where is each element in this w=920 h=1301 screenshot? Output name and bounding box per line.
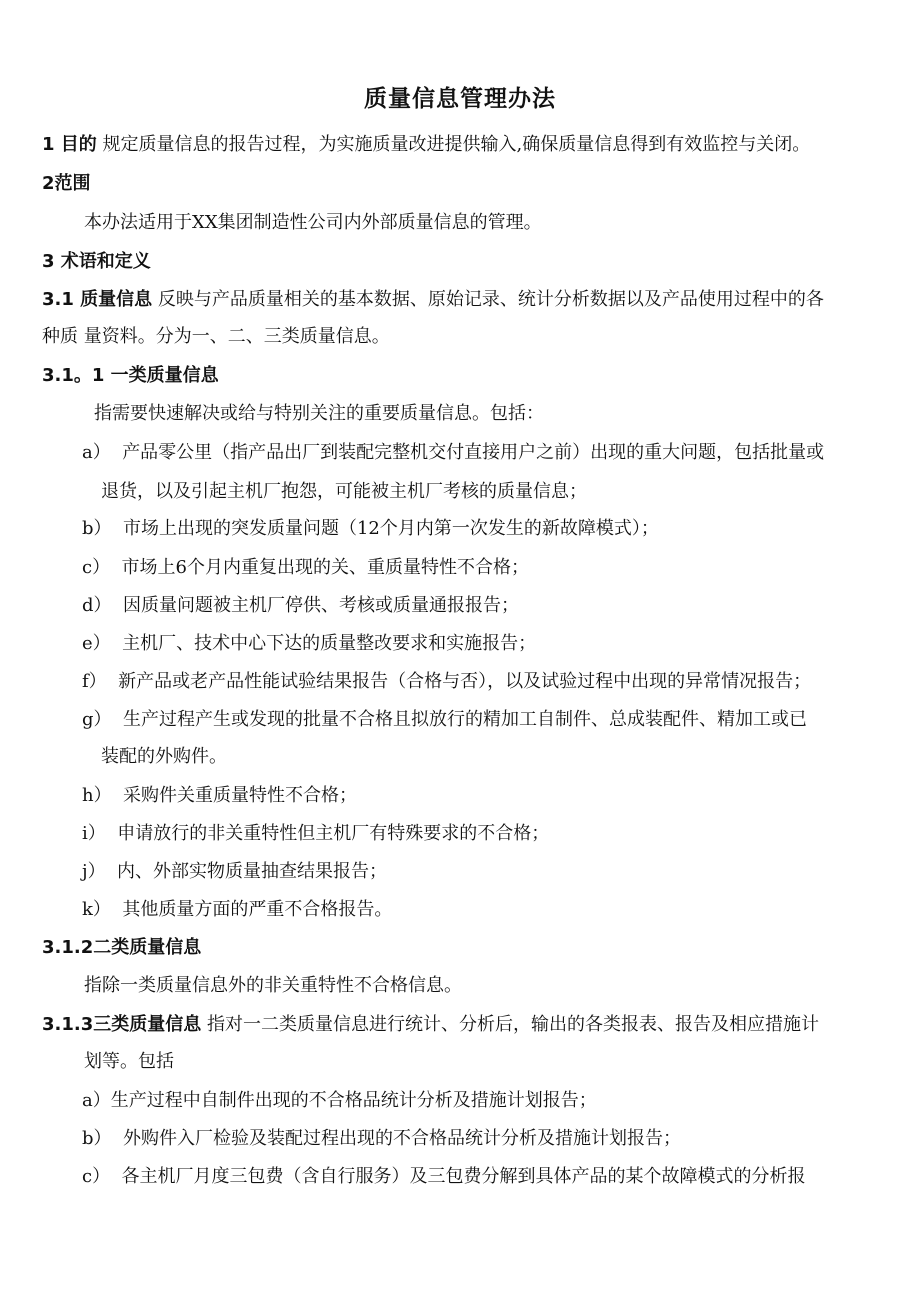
- list-item-text: 新产品或老产品性能试验结果报告（合格与否），以及试验过程中出现的异常情况报告；: [118, 671, 812, 692]
- list-item-mark: b）: [82, 518, 112, 539]
- list-item-text-cont: 退货，以及引起主机厂抱怨，可能被主机厂考核的质量信息；: [101, 481, 587, 502]
- section-scope-label: 2范围: [42, 173, 91, 194]
- section-purpose-text: 规定质量信息的报告过程，为实施质量改进提供输入,确保质量信息得到有效监控与关闭。: [96, 134, 811, 155]
- document-title: 质量信息管理办法: [364, 86, 556, 112]
- list-item: [82, 822, 549, 846]
- list-item: [82, 860, 387, 884]
- list-item-mark: c）: [82, 557, 111, 578]
- section-3-1-1-intro: 指需要快速解决或给与特别关注的重要质量信息。包括：: [94, 403, 544, 424]
- list-item: [82, 556, 529, 580]
- section-scope-text: 本办法适用于XX集团制造性公司内外部质量信息的管理。: [84, 212, 542, 233]
- section-3-1-3-text-1: 指对一二类质量信息进行统计、分析后，输出的各类报表、报告及相应措施计: [201, 1014, 819, 1035]
- list-item: [82, 632, 536, 656]
- list-item: [82, 1165, 806, 1189]
- section-3-1: [42, 288, 824, 312]
- list-item: [82, 1089, 597, 1113]
- list-item: [82, 517, 659, 541]
- list-item: [82, 708, 807, 732]
- list-item-text: 采购件关重质量特性不合格；: [123, 785, 358, 806]
- list-item-text: 外购件入厂检验及装配过程出现的不合格品统计分析及措施计划报告；: [122, 1128, 681, 1149]
- list-item-mark: j）: [82, 861, 106, 882]
- list-item: [82, 594, 519, 618]
- list-item-text: 申请放行的非关重特性但主机厂有特殊要求的不合格；: [117, 823, 550, 844]
- list-item-text: 主机厂、技术中心下达的质量整改要求和实施报告；: [122, 633, 537, 654]
- section-purpose-label: 1 目的: [42, 134, 97, 155]
- list-item-mark: c）: [82, 1166, 111, 1187]
- list-item-mark: a）: [82, 1090, 111, 1111]
- list-item-text: 因质量问题被主机厂停供、考核或质量通报报告；: [122, 595, 519, 616]
- list-item-mark: e）: [82, 633, 111, 654]
- list-item-mark: h）: [82, 785, 112, 806]
- list-item-mark: a）: [82, 442, 111, 463]
- list-item-mark: b）: [82, 1128, 112, 1149]
- list-item: [82, 441, 824, 465]
- list-item-text: 产品零公里（指产品出厂到装配完整机交付直接用户之前）出现的重大问题，包括批量或: [122, 442, 825, 463]
- section-3-1-text-2: 种质 量资料。分为一、二、三类质量信息。: [42, 326, 390, 347]
- list-item-text: 内、外部实物质量抽查结果报告；: [117, 861, 388, 882]
- list-item-mark: f）: [82, 671, 107, 692]
- list-item-text: 其他质量方面的严重不合格报告。: [122, 899, 393, 920]
- list-item-text-cont: 装配的外购件。: [101, 746, 227, 767]
- list-item-text: 生产过程中自制件出现的不合格品统计分析及措施计划报告；: [110, 1090, 597, 1111]
- section-purpose: [42, 133, 810, 157]
- list-item-mark: i）: [82, 823, 106, 844]
- section-3-1-3-text-2: 划等。包括: [84, 1051, 174, 1072]
- list-item: [82, 898, 392, 922]
- list-item-mark: d）: [82, 595, 112, 616]
- section-3-1-3-label: 3.1.3三类质量信息: [42, 1014, 202, 1035]
- list-item-mark: k）: [82, 899, 111, 920]
- list-item-text: 各主机厂月度三包费（含自行服务）及三包费分解到具体产品的某个故障模式的分析报: [121, 1166, 806, 1187]
- section-3-1-1-label: 3.1。1 一类质量信息: [42, 365, 219, 386]
- section-terms-label: 3 术语和定义: [42, 251, 151, 272]
- section-3-1-2-text: 指除一类质量信息外的非关重特性不合格信息。: [84, 975, 462, 996]
- list-item-text: 生产过程产生或发现的批量不合格且拟放行的精加工自制件、总成装配件、精加工或已: [122, 709, 807, 730]
- list-item-text: 市场上出现的突发质量问题（12个月内第一次发生的新故障模式）；: [122, 518, 659, 539]
- list-item: [82, 670, 811, 694]
- section-3-1-2-label: 3.1.2二类质量信息: [42, 937, 202, 958]
- list-item-mark: g）: [82, 709, 112, 730]
- list-item: [82, 1127, 681, 1151]
- list-item-text: 市场上6个月内重复出现的关、重质量特性不合格；: [121, 557, 529, 578]
- list-item: [82, 784, 357, 808]
- section-3-1-label: 3.1 质量信息: [42, 289, 153, 310]
- section-3-1-3: [42, 1013, 819, 1037]
- section-3-1-text-1: 反映与产品质量相关的基本数据、原始记录、统计分析数据以及产品使用过程中的各: [152, 289, 824, 310]
